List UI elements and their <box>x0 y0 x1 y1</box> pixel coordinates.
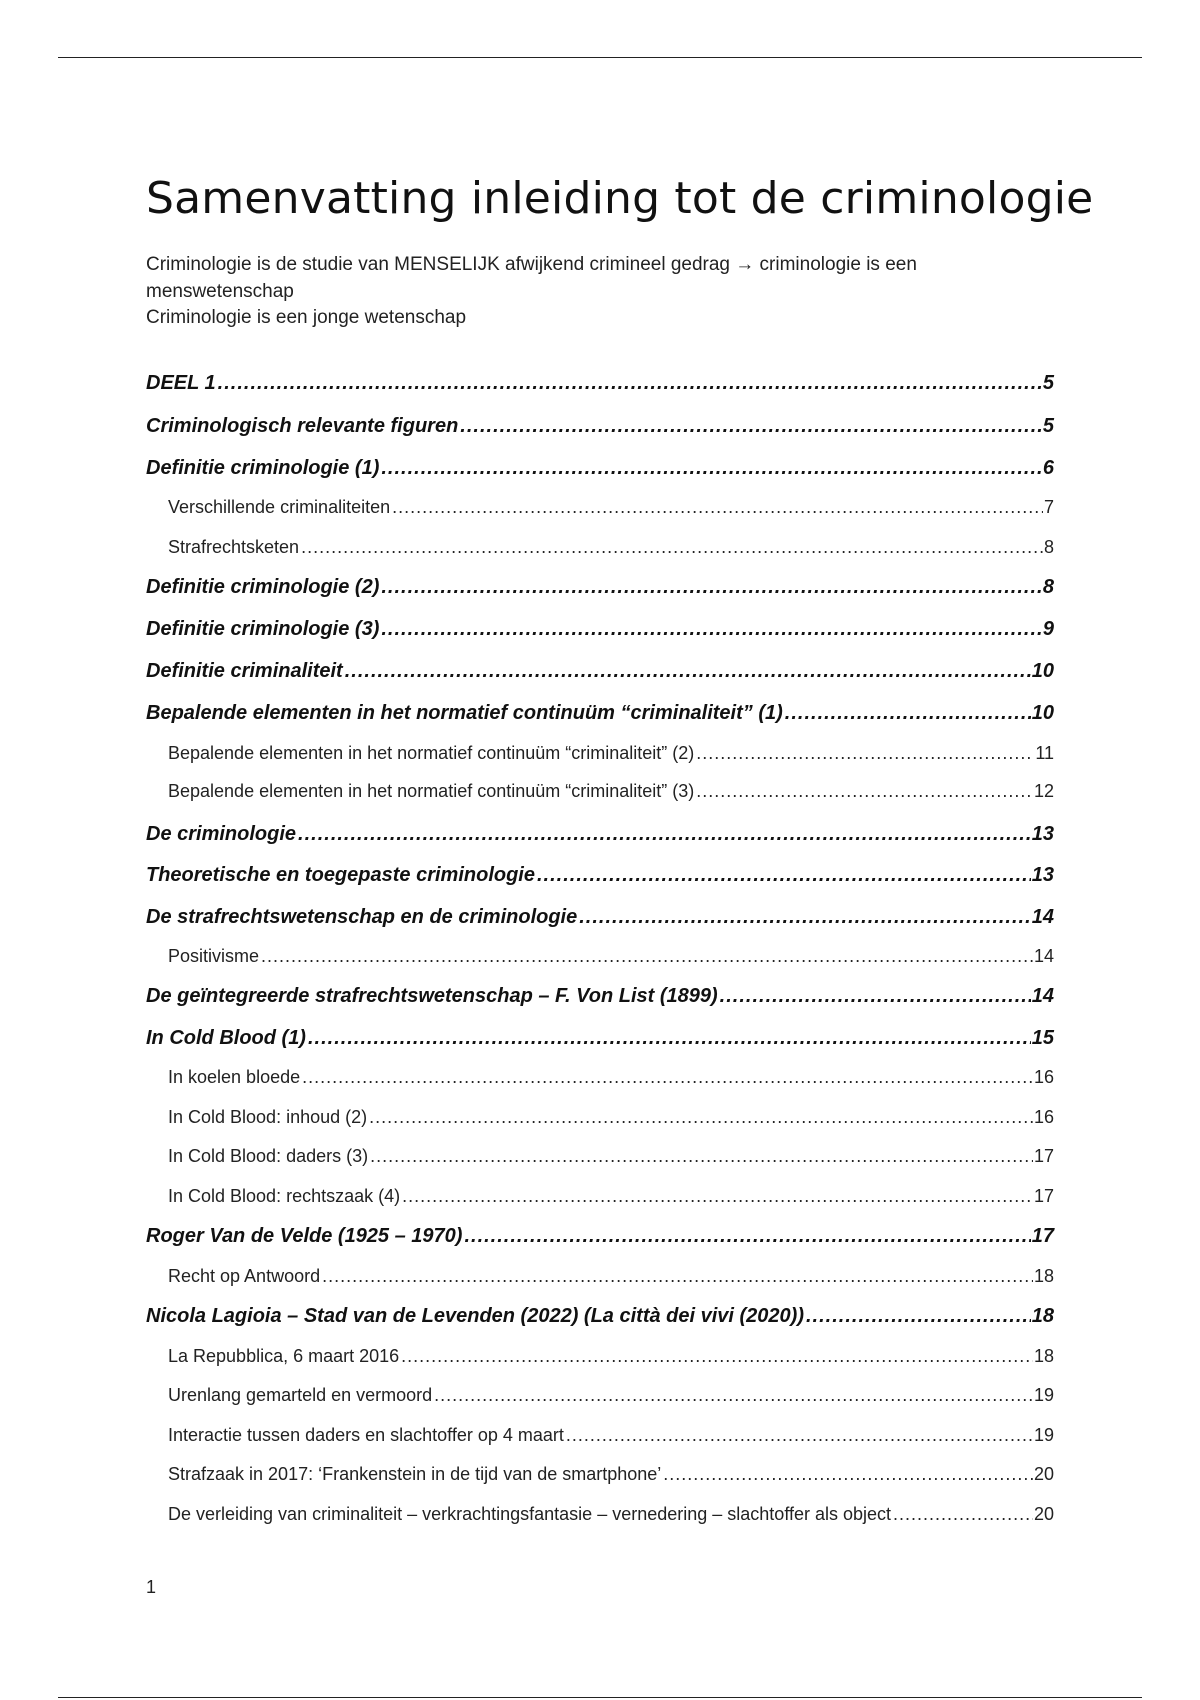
toc-entry[interactable] <box>146 1146 1054 1167</box>
toc-entry-page: 10 <box>1031 702 1054 724</box>
toc-entry-label: In Cold Blood: daders (3) <box>168 1146 369 1166</box>
toc-entry[interactable] <box>146 576 1054 599</box>
toc-entry-page: 20 <box>1033 1464 1054 1484</box>
toc-entry-page: 13 <box>1031 864 1054 886</box>
toc-entry-page: 5 <box>1042 415 1054 437</box>
toc-entry[interactable] <box>146 1425 1054 1446</box>
toc-entry[interactable] <box>146 660 1054 683</box>
toc-entry-label: De geïntegreerde strafrechtswetenschap – F. Von List (1899) <box>146 985 718 1007</box>
toc-entry-page: 8 <box>1042 576 1054 598</box>
toc-entry-page: 14 <box>1033 946 1054 966</box>
toc-entry-label: DEEL 1 <box>146 372 216 394</box>
toc-entry-label: Definitie criminologie (1) <box>146 457 380 479</box>
toc-entry-label: De verleiding van criminaliteit – verkrachtingsfantasie – vernedering – slachtoffer als object <box>168 1504 892 1524</box>
toc-entry[interactable] <box>146 1305 1054 1328</box>
toc-entry[interactable] <box>146 1266 1054 1287</box>
header-rule <box>58 57 1142 58</box>
toc-entry-label: In Cold Blood (1) <box>146 1027 306 1049</box>
toc-entry-label: In Cold Blood: rechtszaak (4) <box>168 1186 401 1206</box>
toc-entry[interactable] <box>146 457 1054 480</box>
toc-entry[interactable] <box>146 1107 1054 1128</box>
toc-entry-page: 9 <box>1042 618 1054 640</box>
toc-entry-label: Recht op Antwoord <box>168 1266 321 1286</box>
toc-entry-label: Verschillende criminaliteiten <box>168 497 391 517</box>
toc-entry[interactable] <box>146 906 1054 929</box>
document-title: Samenvatting inleiding tot de criminologie <box>146 173 1094 225</box>
toc-entry-page: 17 <box>1033 1186 1054 1206</box>
toc-entry-page: 18 <box>1031 1305 1054 1327</box>
toc-entry[interactable] <box>146 743 1054 764</box>
toc-entry[interactable] <box>146 1346 1054 1367</box>
toc-entry[interactable] <box>146 1464 1054 1485</box>
toc-entry-label: Positivisme <box>168 946 260 966</box>
toc-entry-label: Definitie criminaliteit <box>146 660 343 682</box>
toc-entry[interactable] <box>146 1385 1054 1406</box>
toc-entry-label: Bepalende elementen in het normatief continuüm “criminaliteit” (1) <box>146 702 783 724</box>
toc-entry[interactable] <box>146 781 1054 802</box>
toc-entry-page: 14 <box>1031 985 1054 1007</box>
toc-entry-label: De strafrechtswetenschap en de criminologie <box>146 906 578 928</box>
toc-entry-page: 8 <box>1043 537 1054 557</box>
toc-entry-page: 16 <box>1033 1107 1054 1127</box>
toc-entry-page: 19 <box>1033 1385 1054 1405</box>
toc-entry[interactable] <box>146 1504 1054 1525</box>
toc-entry-page: 12 <box>1033 781 1054 801</box>
toc-entry-label: Roger Van de Velde (1925 – 1970) <box>146 1225 463 1247</box>
toc-entry-label: Definitie criminologie (2) <box>146 576 380 598</box>
toc-entry-page: 16 <box>1033 1067 1054 1087</box>
toc-entry[interactable] <box>146 985 1054 1008</box>
toc-entry[interactable] <box>146 618 1054 641</box>
toc-entry-page: 11 <box>1035 743 1054 763</box>
toc-entry[interactable] <box>146 702 1054 725</box>
toc-entry-page: 18 <box>1033 1266 1054 1286</box>
toc-entry-page: 14 <box>1031 906 1054 928</box>
toc-entry-label: Bepalende elementen in het normatief continuüm “criminaliteit” (3) <box>168 781 695 801</box>
toc-entry[interactable] <box>146 372 1054 395</box>
toc-entry-page: 7 <box>1043 497 1054 517</box>
toc-entry-label: Theoretische en toegepaste criminologie <box>146 864 535 886</box>
toc-entry-label: In Cold Blood: inhoud (2) <box>168 1107 368 1127</box>
intro-line: Criminologie is een jonge wetenschap <box>146 307 467 328</box>
toc-entry[interactable] <box>146 415 1054 438</box>
toc-entry-page: 6 <box>1042 457 1054 479</box>
toc-entry-page: 17 <box>1033 1146 1054 1166</box>
toc-entry[interactable] <box>146 864 1054 887</box>
toc-entry[interactable] <box>146 1027 1054 1050</box>
page-number: 1 <box>146 1577 157 1597</box>
toc-entry-page: 17 <box>1031 1225 1054 1247</box>
toc-entry[interactable] <box>146 1067 1054 1088</box>
toc-entry-page: 15 <box>1031 1027 1054 1049</box>
toc-entry-page: 10 <box>1031 660 1054 682</box>
toc-entry[interactable] <box>146 497 1054 518</box>
toc-entry-label: Definitie criminologie (3) <box>146 618 380 640</box>
toc-entry-page: 20 <box>1033 1504 1054 1524</box>
toc-entry-label: Strafrechtsketen <box>168 537 300 557</box>
toc-entry-page: 19 <box>1033 1425 1054 1445</box>
toc-entry-label: Strafzaak in 2017: ‘Frankenstein in de tijd van de smartphone’ <box>168 1464 662 1484</box>
toc-entry-label: De criminologie <box>146 823 297 845</box>
toc-entry-label: In koelen bloede <box>168 1067 301 1087</box>
toc-entry-label: Nicola Lagioia – Stad van de Levenden (2022) (La città dei vivi (2020)) <box>146 1305 804 1327</box>
toc-entry-page: 18 <box>1033 1346 1054 1366</box>
toc-entry[interactable] <box>146 537 1054 558</box>
intro-block <box>146 252 986 332</box>
toc-entry-label: Criminologisch relevante figuren <box>146 415 459 437</box>
toc-entry[interactable] <box>146 823 1054 846</box>
footer-rule <box>58 1697 1142 1698</box>
toc-entry-page: 5 <box>1042 372 1054 394</box>
toc-entry[interactable] <box>146 1186 1054 1207</box>
toc-entry-label: Interactie tussen daders en slachtoffer op 4 maart <box>168 1425 564 1445</box>
toc-entry[interactable] <box>146 946 1054 967</box>
toc-entry-label: La Repubblica, 6 maart 2016 <box>168 1346 400 1366</box>
toc-entry[interactable] <box>146 1225 1054 1248</box>
toc-entry-page: 13 <box>1031 823 1054 845</box>
toc-entry-label: Urenlang gemarteld en vermoord <box>168 1385 433 1405</box>
intro-line: Criminologie is de studie van MENSELIJK afwijkend crimineel gedrag → criminologie is een menswetenschap <box>146 254 917 302</box>
toc-entry-label: Bepalende elementen in het normatief continuüm “criminaliteit” (2) <box>168 743 695 763</box>
